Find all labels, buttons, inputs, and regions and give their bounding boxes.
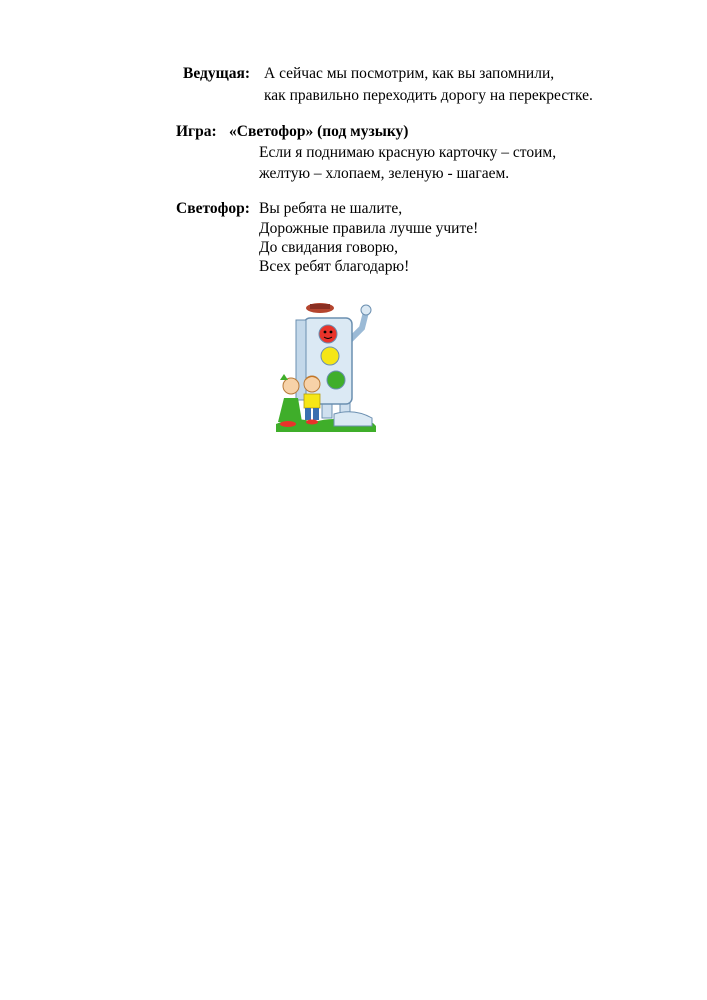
game-line-1: Если я поднимаю красную карточку – стоим, xyxy=(259,144,557,161)
host-line-1: А сейчас мы посмотрим, как вы запомнили, xyxy=(264,65,555,82)
traffic-light-speaker-label: Светофор: xyxy=(176,200,250,217)
traffic-light-line-3: До свидания говорю, xyxy=(259,239,398,256)
traffic-light-line-2: Дорожные правила лучше учите! xyxy=(259,220,479,237)
host-speaker-label: Ведущая: xyxy=(183,65,250,82)
game-label: Игра: xyxy=(176,123,217,140)
host-line-2: как правильно переходить дорогу на перекрестке. xyxy=(264,87,593,104)
game-title: «Светофор» (под музыку) xyxy=(229,123,409,140)
game-line-2: желтую – хлопаем, зеленую - шагаем. xyxy=(259,165,510,182)
traffic-light-line-1: Вы ребята не шалите, xyxy=(259,200,403,217)
traffic-light-character-with-children-icon xyxy=(274,298,378,432)
traffic-light-line-4: Всех ребят благодарю! xyxy=(259,258,410,275)
